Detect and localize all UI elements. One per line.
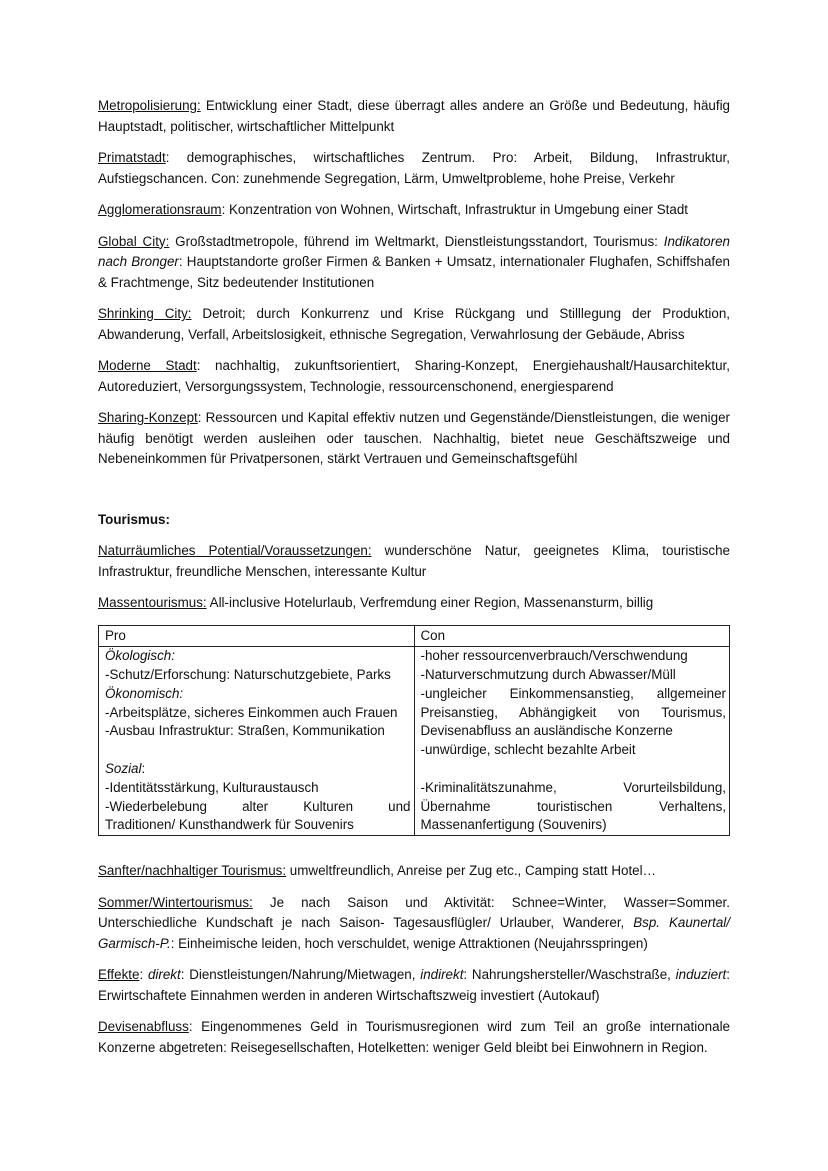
con-item: -unwürdige, schlecht bezahlte Arbeit [420, 742, 636, 758]
definition-text: Je nach Saison und Aktivität: Schnee=Winter, Wasser=Sommer. Unterschiedliche Kundschaft je nach Saison- Tagesausflügler/ Urlauber, Wanderer, [98, 894, 730, 931]
definition-paragraph [98, 148, 730, 189]
definition-paragraph [98, 232, 730, 294]
definition-paragraph [98, 200, 730, 221]
definition-term: Metropolisierung: [98, 98, 201, 113]
pro-header: Pro [99, 625, 415, 647]
definition-term: Primatstadt [98, 150, 166, 165]
definition-term: Sanfter/nachhaltiger Tourismus: [98, 863, 287, 879]
definition-text: Großstadtmetropole, führend im Weltmarkt, Dienstleistungsstandort, Tourismus: [169, 233, 664, 249]
table-header-row [99, 625, 730, 647]
pro-item: -Wiederbelebung alter Kulturen und [105, 798, 411, 814]
definition-term: Effekte [98, 967, 140, 983]
pro-sozial-colon: : [141, 761, 146, 777]
definition-term: Moderne Stadt [98, 358, 197, 373]
definition-text: All-inclusive Hotelurlaub, Verfremdung einer Region, Massenansturm, billig [206, 595, 654, 610]
pro-cell [99, 647, 415, 836]
definition-text: wunderschöne Natur, geeignetes Klima, touristische Infrastruktur, freundliche Menschen, interessante Kultur [98, 543, 730, 579]
definition-text: : Erwirtschaftete Einnahmen werden in anderen Wirtschaftszweig investiert (Autokauf) [98, 967, 730, 1003]
definition-text: : Konzentration von Wohnen, Wirtschaft, Infrastruktur in Umgebung einer Stadt [221, 202, 688, 217]
pro-sozial-label-line [105, 760, 411, 779]
spacer [421, 760, 727, 779]
definition-paragraph [98, 304, 730, 345]
tourism-heading: Tourismus: [98, 511, 170, 527]
con-cell [414, 647, 730, 836]
definition-paragraph [98, 408, 730, 470]
pro-item: Traditionen/ Kunsthandwerk für Souvenirs [105, 817, 354, 833]
definition-term: Sommer/Wintertourismus: [98, 894, 253, 910]
pro-oekologisch-label: Ökologisch: [105, 648, 175, 664]
definition-term: Sharing-Konzept [98, 410, 198, 425]
con-item: -Kriminalitätszunahme, Vorurteilsbildung, [420, 779, 726, 795]
definition-paragraph [98, 96, 730, 137]
pro-oekonomisch-label: Ökonomisch: [105, 685, 184, 701]
con-item: Devisenabfluss an ausländische Konzerne [420, 723, 673, 739]
definition-text: : Dienstleistungen/Nahrung/Mietwagen, [180, 967, 421, 983]
pro-item: -Schutz/Erforschung: Naturschutzgebiete, Parks [105, 667, 391, 683]
emphasis-text: induziert [675, 967, 727, 983]
table-body-row [99, 647, 730, 836]
emphasis-text: Bsp. Kaunertal/ Garmisch-P. [98, 915, 730, 951]
definition-paragraph [98, 356, 730, 397]
definition-text: : Eingenommenes Geld in Tourismusregionen wird zum Teil an große internationale Konzerne abgetreten: Reisegesellschaften, Hotelketten: weniger Geld bleibt bei Einwohnern in Region. [98, 1019, 730, 1055]
definition-paragraph [98, 965, 730, 1006]
emphasis-text: direkt [147, 967, 181, 983]
tourism-intro-section [98, 541, 730, 614]
pro-item: -Identitätsstärkung, Kulturaustausch [105, 779, 319, 795]
spacer [105, 741, 411, 760]
definition-text: : [139, 967, 148, 983]
definition-term: Naturräumliches Potential/Voraussetzungen: [98, 543, 372, 558]
definition-term: Global City: [98, 233, 170, 249]
definition-text: Entwicklung einer Stadt, diese überragt alles andere an Größe und Bedeutung, häufig Hauptstadt, politischer, wirtschaftlicher Mittelpunkt [98, 98, 730, 134]
con-item: -Naturverschmutzung durch Abwasser/Müll [420, 667, 676, 683]
pro-item: -Ausbau Infrastruktur: Straßen, Kommunikation [105, 723, 385, 739]
definition-paragraph [98, 861, 730, 882]
definition-paragraph [98, 1017, 730, 1058]
definition-paragraph [98, 541, 730, 582]
definition-term: Massentourismus: [98, 595, 207, 610]
con-item: Übernahme touristischen Verhaltens, [420, 798, 726, 814]
pro-sozial-label: Sozial [105, 761, 142, 777]
document-page [98, 96, 730, 1069]
definition-text: : Nahrungshersteller/Waschstraße, [463, 967, 676, 983]
con-item: Massenanfertigung (Souvenirs) [420, 817, 607, 833]
emphasis-text: Indikatoren nach Bronger [98, 233, 730, 269]
definition-text: : nachhaltig, zukunftsorientiert, Sharing-Konzept, Energiehaushalt/Hausarchitektur, Autoreduziert, Versorgungssystem, Technologie, ressourcenschonend, energiesparend [98, 358, 730, 394]
definitions-section [98, 96, 730, 470]
definition-paragraph [98, 893, 730, 955]
definition-text: : Hauptstandorte großer Firmen & Banken + Umsatz, internationaler Flughafen, Schiffshafen & Frachtmenge, Sitz bedeutender Institutionen [98, 254, 731, 290]
mass-tourism-pro-con-table [98, 625, 730, 837]
definition-text: Detroit; durch Konkurrenz und Krise Rückgang und Stilllegung der Produktion, Abwanderung, Verfall, Arbeitslosigkeit, ethnische Segregation, Verwahrlosung der Gebäude, Abriss [98, 306, 730, 342]
definition-text: : Einheimische leiden, hoch verschuldet, wenige Attraktionen (Neujahrsspringen) [170, 935, 648, 951]
con-item: Preisanstieg, Abhängigkeit von Tourismus, [420, 704, 726, 720]
con-header: Con [414, 625, 730, 647]
definition-term: Devisenabfluss [98, 1019, 189, 1035]
definition-text: umweltfreundlich, Anreise per Zug etc., Camping statt Hotel… [286, 863, 656, 879]
definition-text: : demographisches, wirtschaftliches Zentrum. Pro: Arbeit, Bildung, Infrastruktur, Aufstiegschancen. Con: zunehmende Segregation, Lärm, Umweltprobleme, hohe Preise, Verkehr [98, 150, 730, 186]
definition-paragraph [98, 593, 730, 614]
definition-term: Agglomerationsraum [98, 202, 222, 217]
definition-text: : Ressourcen und Kapital effektiv nutzen und Gegenstände/Dienstleistungen, die weniger häufig benötigt werden ausleihen oder tauschen. Nachhaltig, bietet neue Geschäftszweige und Nebeneinkommen für Privatpersonen, stärkt Vertrauen und Gemeinschaftsgefühl [98, 410, 730, 466]
emphasis-text: indirekt [420, 967, 464, 983]
pro-item: -Arbeitsplätze, sicheres Einkommen auch Frauen [105, 704, 398, 720]
tourism-details-section [98, 861, 730, 1058]
definition-term: Shrinking City: [98, 306, 192, 321]
con-item: -hoher ressourcenverbrauch/Verschwendung [420, 648, 688, 664]
con-item: -ungleicher Einkommensanstieg, allgemeiner [420, 685, 726, 701]
